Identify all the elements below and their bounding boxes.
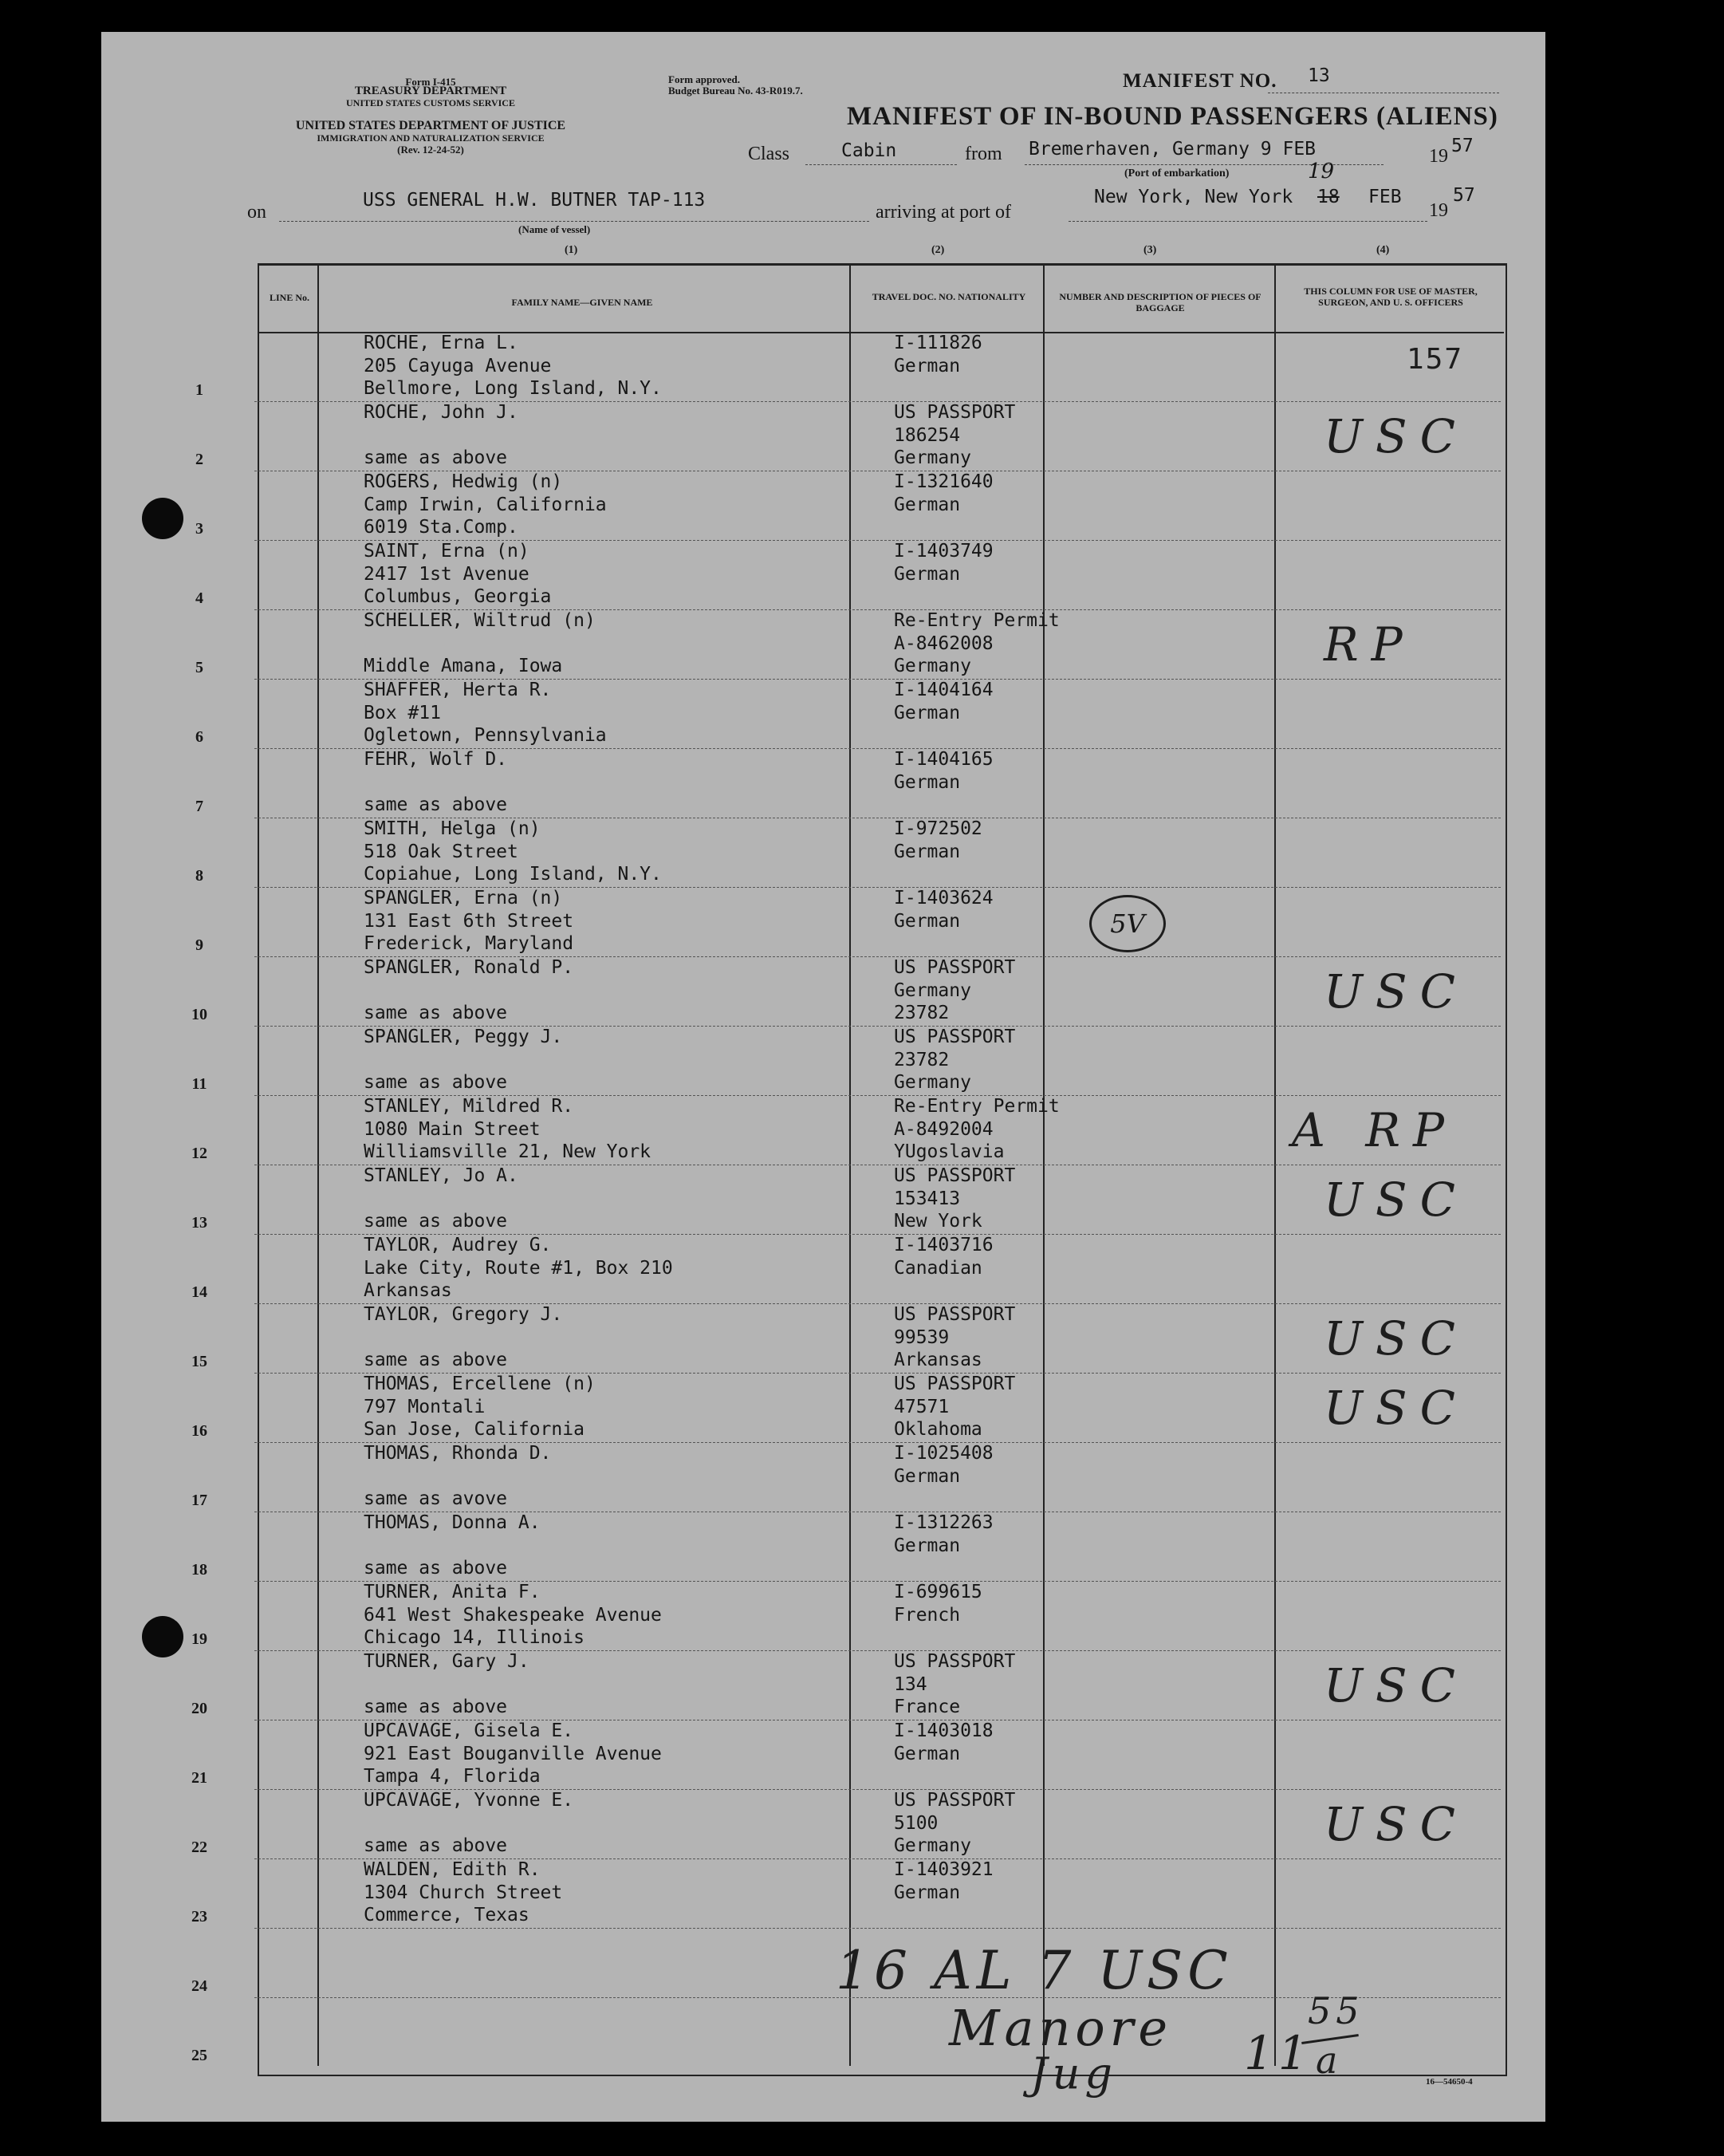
passenger-name: UPCAVAGE, Yvonne E. — [364, 1790, 574, 1811]
travel-doc-detail: German — [894, 1882, 961, 1903]
arrival-day-handwritten: 19 — [1308, 160, 1335, 183]
passenger-address: same as above — [364, 1558, 508, 1579]
form-revision: (Rev. 12-24-52) — [397, 144, 464, 156]
officer-mark: USC — [1324, 1173, 1468, 1227]
manifest-title: MANIFEST OF IN-BOUND PASSENGERS (ALIENS) — [847, 102, 1498, 131]
col-header-baggage: NUMBER AND DESCRIPTION OF PIECES OF BAGGAGE — [1059, 291, 1262, 313]
travel-doc-detail: Germany — [894, 1072, 971, 1093]
passenger-name: THOMAS, Rhonda D. — [364, 1443, 552, 1464]
passenger-name: FEHR, Wolf D. — [364, 749, 508, 770]
travel-document: I-1403624 — [894, 888, 994, 909]
passenger-name: TURNER, Gary J. — [364, 1651, 529, 1672]
passenger-address: same as above — [364, 1072, 508, 1093]
footer-code: 16—54650-4 — [1426, 2077, 1473, 2087]
travel-doc-detail: German — [894, 841, 961, 862]
travel-document: I-1403018 — [894, 1720, 994, 1741]
travel-doc-detail: German — [894, 910, 961, 932]
travel-doc-detail: Arkansas — [894, 1350, 982, 1370]
row-line-number: 9 — [195, 936, 203, 954]
col-header-line: LINE No. — [269, 292, 309, 303]
row-line-number: 21 — [191, 1769, 207, 1787]
travel-document: I-1025408 — [894, 1443, 994, 1464]
col-header-doc: TRAVEL DOC. NO. NATIONALITY — [872, 291, 1026, 302]
travel-doc-detail: German — [894, 771, 961, 793]
row-line-number: 15 — [191, 1353, 207, 1370]
passenger-address: Middle Amana, Iowa — [364, 656, 563, 676]
travel-doc-detail: French — [894, 1604, 961, 1626]
officer-signature: Manore — [949, 1999, 1173, 2057]
arriving-label: arriving at port of — [876, 202, 1011, 223]
passenger-address: same as above — [364, 1003, 508, 1023]
passenger-name: THOMAS, Donna A. — [364, 1512, 541, 1533]
passenger-name: STANLEY, Jo A. — [364, 1165, 518, 1186]
passenger-name: STANLEY, Mildred R. — [364, 1096, 574, 1117]
travel-doc-detail: A-8492004 — [894, 1118, 994, 1140]
officer-signature-2: Jug — [1030, 2048, 1117, 2099]
travel-document: I-1321640 — [894, 471, 994, 492]
travel-doc-detail: German — [894, 702, 961, 723]
travel-document: Re-Entry Permit — [894, 1096, 1060, 1117]
row-line-number: 7 — [195, 798, 203, 815]
row-line-number: 1 — [195, 381, 203, 399]
travel-doc-detail: 99539 — [894, 1326, 950, 1348]
travel-document: US PASSPORT — [894, 957, 1016, 978]
travel-document: US PASSPORT — [894, 1304, 1016, 1325]
row-line-number: 18 — [191, 1561, 207, 1579]
row-line-number: 22 — [191, 1839, 207, 1856]
row-line-number: 12 — [191, 1145, 207, 1162]
travel-document: Re-Entry Permit — [894, 610, 1060, 631]
row-line-number: 2 — [195, 451, 203, 468]
vessel-label: (Name of vessel) — [518, 223, 591, 235]
passenger-name: THOMAS, Ercellene (n) — [364, 1374, 596, 1394]
passenger-name: TURNER, Anita F. — [364, 1582, 541, 1602]
travel-doc-detail: New York — [894, 1211, 982, 1232]
row-line-number: 4 — [195, 589, 203, 607]
travel-doc-detail: 186254 — [894, 424, 961, 446]
travel-doc-detail: 153413 — [894, 1188, 961, 1209]
passenger-address: San Jose, California — [364, 1419, 585, 1440]
justice-dept: UNITED STATES DEPARTMENT OF JUSTICE — [295, 119, 566, 132]
on-label: on — [247, 202, 266, 223]
travel-doc-detail: Germany — [894, 656, 971, 676]
passenger-name: SCHELLER, Wiltrud (n) — [364, 610, 596, 631]
arrival-year-prefix: 19 — [1429, 200, 1448, 221]
passenger-address: same as above — [364, 1350, 508, 1370]
col-header-name: FAMILY NAME—GIVEN NAME — [511, 297, 653, 308]
row-line-number: 19 — [191, 1630, 207, 1648]
manifest-label: MANIFEST NO. — [1123, 70, 1277, 92]
travel-doc-detail: A-8462008 — [894, 633, 994, 654]
passenger-address: same as above — [364, 447, 508, 468]
travel-doc-detail: German — [894, 563, 961, 585]
from-value: Bremerhaven, Germany 9 FEB — [1029, 139, 1317, 160]
passenger-name: UPCAVAGE, Gisela E. — [364, 1720, 574, 1741]
passenger-name: TAYLOR, Audrey G. — [364, 1235, 552, 1255]
travel-document: US PASSPORT — [894, 1790, 1016, 1811]
customs-service: UNITED STATES CUSTOMS SERVICE — [346, 97, 515, 108]
travel-document: US PASSPORT — [894, 1165, 1016, 1186]
col-num-3: (3) — [1143, 244, 1157, 256]
travel-document: US PASSPORT — [894, 402, 1016, 423]
vessel-underline — [279, 221, 869, 222]
row-line-number: 24 — [191, 1977, 207, 1995]
passenger-address: Camp Irwin, California — [364, 494, 607, 515]
passenger-address: 641 West Shakespeake Avenue — [364, 1604, 662, 1626]
officer-mark: USC — [1324, 1658, 1468, 1713]
passenger-address: Chicago 14, Illinois — [364, 1627, 585, 1648]
time-fraction-top: 55 — [1308, 1989, 1364, 2032]
passenger-name: ROCHE, Erna L. — [364, 333, 518, 353]
officer-mark: USC — [1324, 964, 1468, 1019]
row-line-number: 13 — [191, 1214, 207, 1232]
arrival-day-struck: 18 — [1317, 187, 1340, 207]
passenger-name: ROCHE, John J. — [364, 402, 518, 423]
row-line-number: 23 — [191, 1908, 207, 1925]
circled-note: 5V — [1089, 895, 1166, 952]
port-embarkation-label: (Port of embarkation) — [1124, 168, 1230, 179]
row-line-number: 17 — [191, 1492, 207, 1509]
arrival-year: 57 — [1453, 185, 1475, 206]
col-num-1: (1) — [565, 244, 578, 256]
travel-doc-detail: Canadian — [894, 1257, 982, 1279]
class-underline — [805, 164, 957, 165]
row-line-number: 16 — [191, 1422, 207, 1440]
travel-doc-detail: German — [894, 355, 961, 376]
passenger-address: 2417 1st Avenue — [364, 563, 529, 585]
passenger-name: SMITH, Helga (n) — [364, 818, 541, 839]
passenger-address: same as above — [364, 1697, 508, 1717]
passenger-address: same as above — [364, 1211, 508, 1232]
passenger-address: Frederick, Maryland — [364, 933, 574, 954]
passenger-address: 518 Oak Street — [364, 841, 518, 862]
row-line-number: 6 — [195, 728, 203, 746]
from-year: 57 — [1451, 136, 1474, 156]
passenger-address: Copiahue, Long Island, N.Y. — [364, 864, 662, 885]
passenger-name: SAINT, Erna (n) — [364, 541, 529, 562]
travel-doc-detail: 47571 — [894, 1396, 950, 1417]
travel-doc-detail: France — [894, 1697, 961, 1717]
travel-doc-detail: German — [894, 494, 961, 515]
time-whole: 11 — [1244, 2026, 1313, 2080]
passenger-name: SPANGLER, Erna (n) — [364, 888, 563, 909]
officer-mark: USC — [1324, 1381, 1468, 1435]
travel-document: I-972502 — [894, 818, 982, 839]
travel-document: I-1403921 — [894, 1859, 994, 1880]
travel-document: I-1404165 — [894, 749, 994, 770]
time-fraction-bottom: a — [1316, 2039, 1343, 2082]
passenger-address: 921 East Bouganville Avenue — [364, 1743, 662, 1764]
row-line-number: 14 — [191, 1283, 207, 1301]
travel-doc-detail: 5100 — [894, 1812, 939, 1834]
travel-document: I-111826 — [894, 333, 982, 353]
row-line-number: 3 — [195, 520, 203, 538]
passenger-address: same as above — [364, 794, 508, 815]
passenger-address: 797 Montali — [364, 1396, 486, 1417]
travel-doc-detail: German — [894, 1465, 961, 1487]
travel-doc-detail: Germany — [894, 447, 971, 468]
row-line-number: 10 — [191, 1006, 207, 1023]
col-num-2: (2) — [931, 244, 945, 256]
passenger-address: same as above — [364, 1835, 508, 1856]
officer-mark: RP — [1324, 617, 1415, 672]
travel-doc-detail: 23782 — [894, 1049, 950, 1070]
travel-document: US PASSPORT — [894, 1651, 1016, 1672]
bottom-tally: 16 AL 7 USC — [836, 1940, 1233, 2001]
passenger-address: Box #11 — [364, 702, 441, 723]
passenger-address: Columbus, Georgia — [364, 586, 552, 607]
passenger-address: Commerce, Texas — [364, 1905, 529, 1925]
form-approved: Form approved. — [668, 73, 741, 85]
officer-mark: USC — [1324, 409, 1468, 463]
passenger-address: Lake City, Route #1, Box 210 — [364, 1257, 673, 1279]
passenger-address: Williamsville 21, New York — [364, 1141, 651, 1162]
travel-doc-detail: German — [894, 1535, 961, 1556]
passenger-name: SPANGLER, Peggy J. — [364, 1027, 563, 1047]
travel-document: I-1312263 — [894, 1512, 994, 1533]
form-number: Form I-415 — [405, 76, 456, 88]
passenger-name: SPANGLER, Ronald P. — [364, 957, 574, 978]
immigration-service: IMMIGRATION AND NATURALIZATION SERVICE — [317, 132, 545, 144]
manifest-number: 13 — [1308, 65, 1330, 86]
passenger-address: Tampa 4, Florida — [364, 1766, 541, 1787]
travel-document: US PASSPORT — [894, 1374, 1016, 1394]
travel-doc-detail: Germany — [894, 979, 971, 1001]
arrival-underline — [1069, 221, 1427, 222]
passenger-name: WALDEN, Edith R. — [364, 1859, 541, 1880]
class-label: Class — [748, 144, 790, 164]
officer-mark: USC — [1324, 1797, 1468, 1851]
travel-doc-detail: Germany — [894, 1835, 971, 1856]
col-num-4: (4) — [1376, 244, 1390, 256]
passenger-name: TAYLOR, Gregory J. — [364, 1304, 563, 1325]
row-separator — [254, 1928, 1501, 1929]
row-line-number: 8 — [195, 867, 203, 885]
passenger-address: 1080 Main Street — [364, 1118, 541, 1140]
class-value: Cabin — [841, 140, 897, 161]
arrival-month: FEB — [1368, 187, 1402, 207]
passenger-address: 1304 Church Street — [364, 1882, 563, 1903]
row-line-number: 20 — [191, 1700, 207, 1717]
row-line-number: 25 — [191, 2047, 207, 2064]
passenger-address: same as avove — [364, 1488, 508, 1509]
from-year-prefix: 19 — [1429, 146, 1448, 167]
passenger-address: 205 Cayuga Avenue — [364, 355, 552, 376]
travel-doc-detail: Oklahoma — [894, 1419, 982, 1440]
arrival-port: New York, New York — [1094, 187, 1293, 207]
officer-mark: USC — [1324, 1311, 1468, 1366]
passenger-address: Bellmore, Long Island, N.Y. — [364, 378, 662, 399]
travel-document: I-1403749 — [894, 541, 994, 562]
row-line-number: 11 — [191, 1075, 207, 1093]
travel-document: I-699615 — [894, 1582, 982, 1602]
passenger-name: SHAFFER, Herta R. — [364, 680, 552, 700]
officer-mark: A RP — [1292, 1103, 1458, 1157]
travel-doc-detail: 23782 — [894, 1003, 950, 1023]
passenger-address: 131 East 6th Street — [364, 910, 574, 932]
travel-doc-detail: 134 — [894, 1673, 927, 1695]
passenger-name: ROGERS, Hedwig (n) — [364, 471, 563, 492]
travel-doc-detail: YUgoslavia — [894, 1141, 1005, 1162]
passenger-address: Ogletown, Pennsylvania — [364, 725, 607, 746]
col-header-officers: THIS COLUMN FOR USE OF MASTER, SURGEON, AND U. S. OFFICERS — [1304, 286, 1478, 308]
travel-document: I-1403716 — [894, 1235, 994, 1255]
travel-document: US PASSPORT — [894, 1027, 1016, 1047]
travel-doc-detail: German — [894, 1743, 961, 1764]
from-label: from — [965, 144, 1002, 164]
budget-bureau: Budget Bureau No. 43-R019.7. — [668, 85, 803, 97]
treasury-dept: TREASURY DEPARTMENT — [354, 85, 507, 97]
passenger-address: Arkansas — [364, 1280, 452, 1301]
passenger-address: 6019 Sta.Comp. — [364, 517, 518, 538]
travel-document: I-1404164 — [894, 680, 994, 700]
vessel-name: USS GENERAL H.W. BUTNER TAP-113 — [363, 190, 706, 211]
row-line-number: 5 — [195, 659, 203, 676]
officer-mark: 157 — [1407, 343, 1464, 376]
